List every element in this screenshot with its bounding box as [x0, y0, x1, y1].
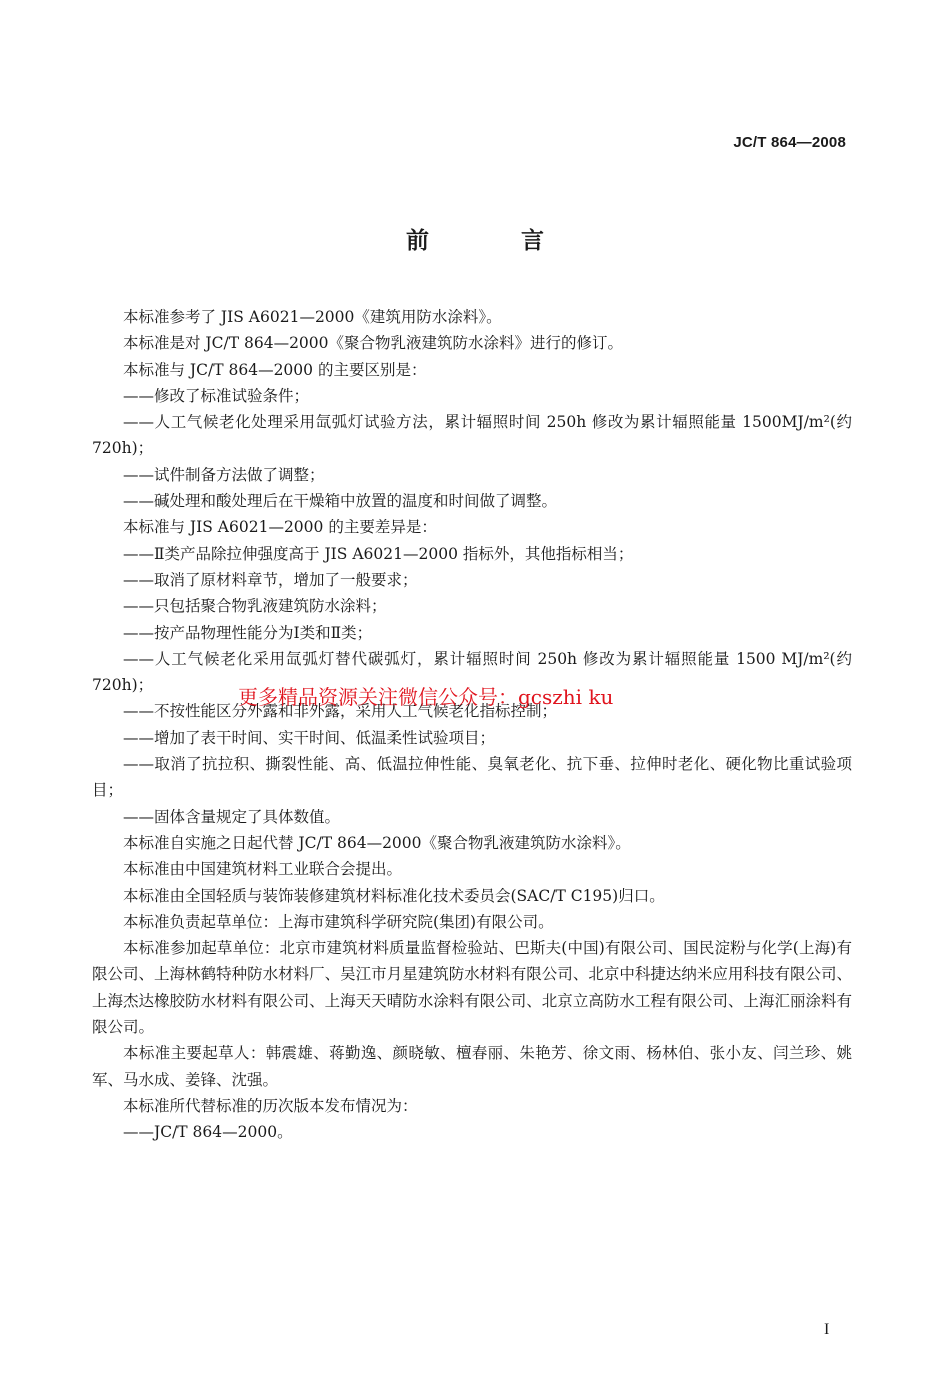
paragraph: 本标准负责起草单位：上海市建筑科学研究院(集团)有限公司。 [123, 912, 554, 931]
paragraph: ——JC/T 864—2000。 [123, 1123, 293, 1142]
paragraph: 本标准由中国建筑材料工业联合会提出。 [123, 860, 403, 879]
paragraph: ——取消了抗拉积、撕裂性能、高、低温拉伸性能、臭氧老化、抗下垂、拉伸时老化、硬化物比重试验项目； [92, 755, 852, 800]
paragraph: ——Ⅱ类产品除拉伸强度高于 JIS A6021—2000 指标外，其他指标相当； [123, 544, 634, 563]
paragraph: ——固体含量规定了具体数值。 [123, 807, 341, 826]
paragraph: ——增加了表干时间、实干时间、低温柔性试验项目； [123, 728, 496, 747]
watermark-text: 更多精品资源关注微信公众号：gcszhi ku [238, 685, 614, 709]
paragraph: 本标准自实施之日起代替 JC/T 864—2000《聚合物乳液建筑防水涂料》。 [123, 833, 631, 852]
paragraph: 本标准是对 JC/T 864—2000《聚合物乳液建筑防水涂料》进行的修订。 [123, 334, 624, 353]
paragraph: ——碱处理和酸处理后在干燥箱中放置的温度和时间做了调整。 [123, 492, 558, 511]
paragraph: 本标准所代替标准的历次版本发布情况为： [123, 1096, 418, 1115]
paragraph: 本标准由全国轻质与装饰装修建筑材料标准化技术委员会(SAC/T C195)归口。 [123, 886, 665, 905]
paragraph: ——试件制备方法做了调整； [123, 465, 325, 484]
paragraph: ——取消了原材料章节，增加了一般要求； [123, 570, 418, 589]
paragraph: ——人工气候老化处理采用氙弧灯试验方法，累计辐照时间 250h 修改为累计辐照能量 1500MJ/m²(约 720h)； [92, 413, 852, 458]
paragraph: 本标准与 JC/T 864—2000 的主要区别是： [123, 360, 427, 379]
paragraph: 本标准与 JIS A6021—2000 的主要差异是： [123, 518, 437, 537]
paragraph: 本标准主要起草人：韩震雄、蒋勤逸、颜晓敏、檀春丽、朱艳芳、徐文雨、杨林伯、张小友、闫兰珍、姚军、马水成、姜锋、沈强。 [92, 1044, 852, 1089]
paragraph: 本标准参考了 JIS A6021—2000《建筑用防水涂料》。 [123, 308, 502, 326]
page-number: I [824, 1321, 830, 1338]
paragraph: 本标准参加起草单位：北京市建筑材料质量监督检验站、巴斯夫(中国)有限公司、国民淀粉与化学(上海)有限公司、上海林鹤特种防水材料厂、吴江市月星建筑防水材料有限公司、北京中科捷达纳米应用科技有限公司、上海杰达橡胶防水材料有限公司、上海天天晴防水涂料有限公司、北京立高防水工程有限公司、上海汇丽涂料有限公司。 [92, 939, 852, 1037]
paragraph: ——不按性能区分外露和非外露，采用人工气候老化指标控制； [123, 702, 558, 721]
paragraph: ——修改了标准试验条件； [123, 386, 310, 405]
page-title: 前 言 [405, 228, 586, 254]
foreword-body [92, 304, 852, 1146]
paragraph: ——只包括聚合物乳液建筑防水涂料； [123, 597, 387, 616]
paragraph: ——按产品物理性能分为Ⅰ类和Ⅱ类； [123, 623, 373, 642]
paragraph: ——人工气候老化采用氙弧灯替代碳弧灯，累计辐照时间 250h 修改为累计辐照能量 1500 MJ/m²(约 720h)； [92, 649, 852, 695]
standard-code: JC/T 864—2008 [733, 134, 846, 151]
